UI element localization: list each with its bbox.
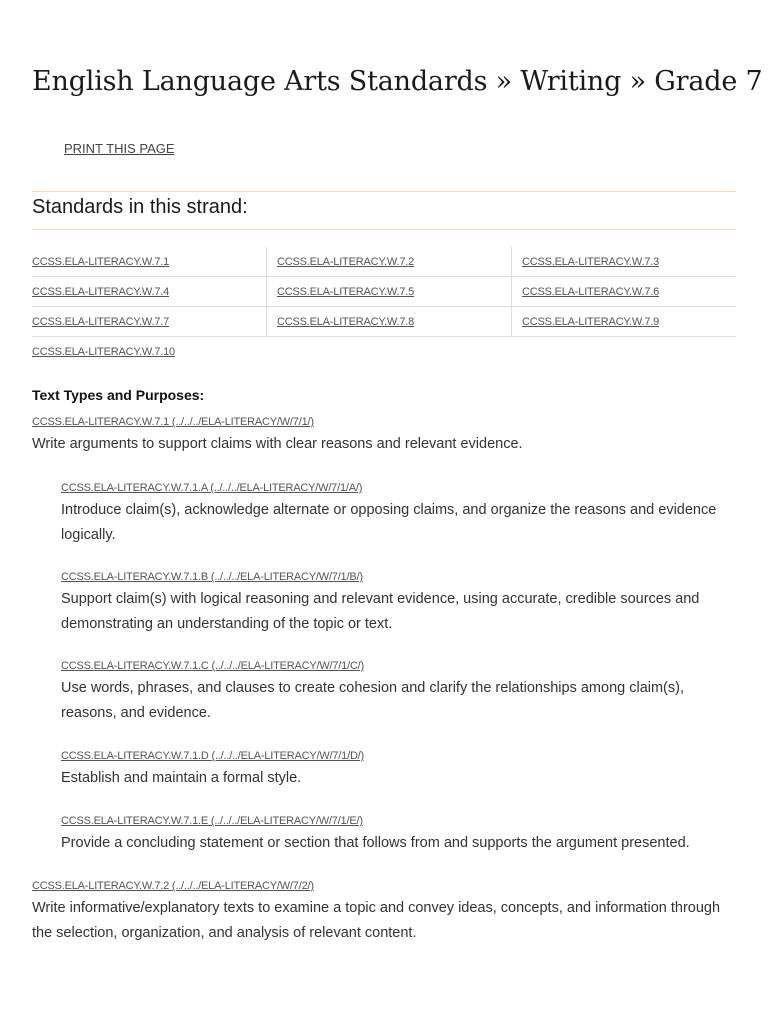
strand-cell (267, 307, 512, 337)
standard-text-w71c: Use words, phrases, and clauses to create cohesion and clarify the relationships among claim(s), reasons, and evidence. (61, 680, 684, 721)
strand-cell (512, 277, 737, 307)
print-page-link[interactable]: PRINT THIS PAGE (64, 141, 175, 156)
strand-divider-bottom (32, 229, 736, 230)
strand-row (32, 277, 736, 307)
standard-w71 (32, 415, 736, 457)
standard-link-w71d[interactable]: CCSS.ELA-LITERACY.W.7.1.D (../../../ELA-LITERACY/W/7/1/D/) (61, 750, 365, 762)
strand-link-w74[interactable]: CCSS.ELA-LITERACY.W.7.4 (32, 285, 170, 298)
standard-w71c (61, 659, 736, 726)
strand-cell (32, 247, 267, 277)
standard-text-w71b: Support claim(s) with logical reasoning and relevant evidence, using accurate, credible sources and demonstrating an understanding of the topic or text. (61, 591, 700, 632)
strand-link-w75[interactable]: CCSS.ELA-LITERACY.W.7.5 (277, 285, 415, 298)
standard-link-w71[interactable]: CCSS.ELA-LITERACY.W.7.1 (../../../ELA-LITERACY/W/7/1/) (32, 416, 314, 428)
standard-link-w71a[interactable]: CCSS.ELA-LITERACY.W.7.1.A (../../../ELA-LITERACY/W/7/1/A/) (61, 482, 363, 494)
strand-divider-top (32, 191, 736, 192)
standard-w71a (61, 481, 736, 548)
strand-link-w76[interactable]: CCSS.ELA-LITERACY.W.7.6 (522, 285, 660, 298)
standard-link-w71b[interactable]: CCSS.ELA-LITERACY.W.7.1.B (../../../ELA-LITERACY/W/7/1/B/) (61, 571, 363, 583)
standard-text-w71d: Establish and maintain a formal style. (61, 770, 302, 786)
strand-link-w78[interactable]: CCSS.ELA-LITERACY.W.7.8 (277, 315, 415, 328)
strand-row (32, 247, 736, 277)
strand-link-w72[interactable]: CCSS.ELA-LITERACY.W.7.2 (277, 255, 415, 268)
strand-cell (267, 277, 512, 307)
standard-w72 (32, 879, 736, 946)
standard-text-w71e: Provide a concluding statement or section that follows from and supports the argument presented. (61, 835, 690, 851)
standard-text-w71: Write arguments to support claims with clear reasons and relevant evidence. (32, 436, 523, 452)
standard-link-w71c[interactable]: CCSS.ELA-LITERACY.W.7.1.C (../../../ELA-LITERACY/W/7/1/C/) (61, 660, 365, 672)
standard-w71b (61, 570, 736, 637)
strand-cell (267, 247, 512, 277)
standard-link-w72[interactable]: CCSS.ELA-LITERACY.W.7.2 (../../../ELA-LITERACY/W/7/2/) (32, 880, 314, 892)
strand-heading: Standards in this strand: (32, 196, 248, 218)
standard-link-w71e[interactable]: CCSS.ELA-LITERACY.W.7.1.E (../../../ELA-LITERACY/W/7/1/E/) (61, 815, 363, 827)
standard-text-w72: Write informative/explanatory texts to examine a topic and convey ideas, concepts, and information through the selection, organization, and analysis of relevant content. (32, 900, 721, 941)
strand-link-w73[interactable]: CCSS.ELA-LITERACY.W.7.3 (522, 255, 660, 268)
strand-cell (32, 307, 267, 337)
standard-text-w71a: Introduce claim(s), acknowledge alternate or opposing claims, and organize the reasons and evidence logically. (61, 502, 717, 543)
strand-cell (512, 247, 737, 277)
strand-cell (32, 337, 736, 367)
strand-link-w77[interactable]: CCSS.ELA-LITERACY.W.7.7 (32, 315, 170, 328)
strand-row (32, 307, 736, 337)
strand-row (32, 337, 736, 367)
strand-table (32, 247, 736, 366)
section-heading-text-types: Text Types and Purposes: (32, 387, 205, 403)
standard-w71d (61, 749, 736, 791)
strand-link-w710[interactable]: CCSS.ELA-LITERACY.W.7.10 (32, 345, 175, 358)
page-title: English Language Arts Standards » Writing » Grade 7 (32, 66, 763, 97)
strand-cell (32, 277, 267, 307)
strand-link-w79[interactable]: CCSS.ELA-LITERACY.W.7.9 (522, 315, 660, 328)
standard-w71e (61, 814, 736, 856)
strand-cell (512, 307, 737, 337)
strand-link-w71[interactable]: CCSS.ELA-LITERACY.W.7.1 (32, 255, 170, 268)
